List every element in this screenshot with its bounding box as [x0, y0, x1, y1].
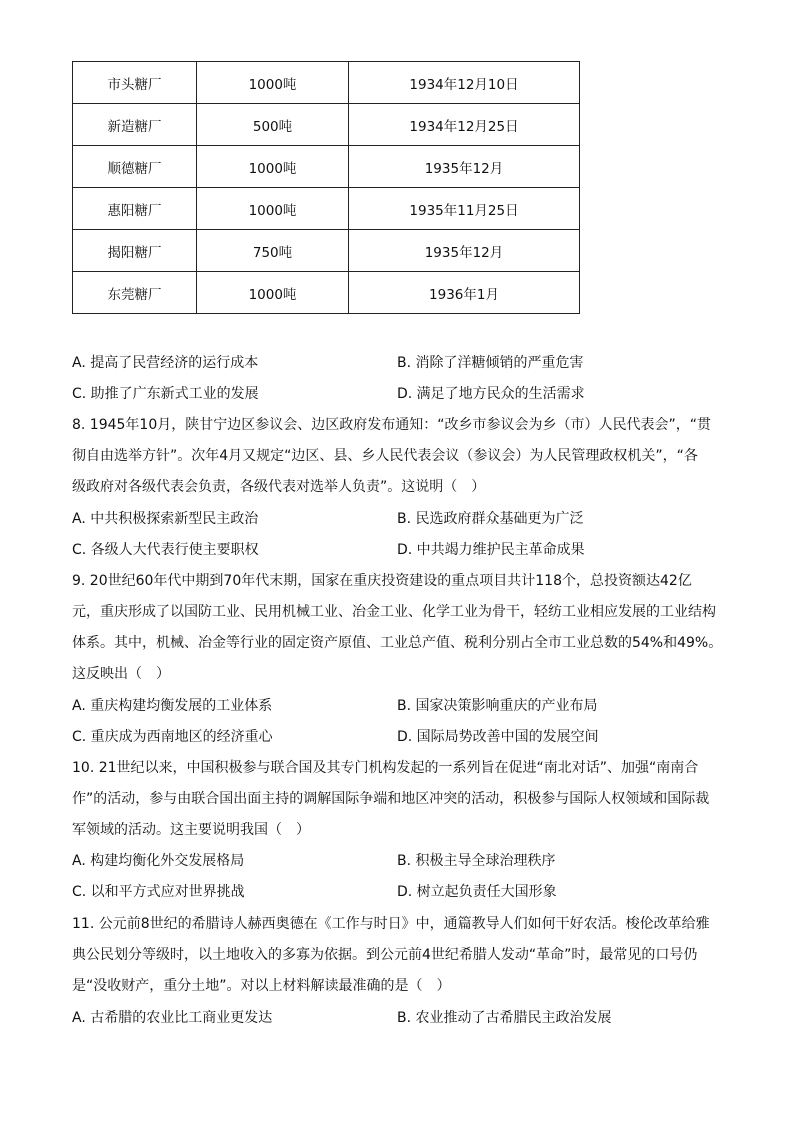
date-cell: 1935年11月25日 [349, 188, 580, 230]
table-row [73, 230, 580, 272]
date-cell: 1935年12月 [349, 230, 580, 272]
q8-option-a[interactable]: A. 中共积极探索新型民主政治 [72, 511, 259, 527]
table-row [73, 104, 580, 146]
q10-stem-line-3: 军领域的活动。这主要说明我国（ ） [72, 822, 310, 838]
capacity-cell: 1000吨 [197, 188, 349, 230]
q10-stem-line-1: 10. 21世纪以来，中国积极参与联合国及其专门机构发起的一系列旨在促进“南北对话”、加强“南南合 [72, 760, 699, 776]
q8-stem-line-1: 8. 1945年10月，陕甘宁边区参议会、边区政府发布通知：“改乡市参议会为乡（市）人民代表会”，“贯 [72, 417, 712, 433]
date-cell: 1934年12月10日 [349, 62, 580, 104]
q8-option-d[interactable]: D. 中共竭力维护民主革命成果 [397, 542, 585, 558]
capacity-cell: 1000吨 [197, 272, 349, 314]
q9-option-d[interactable]: D. 国际局势改善中国的发展空间 [397, 729, 599, 745]
q11-stem-line-3: 是“没收财产，重分土地”。对以上材料解读最准确的是（ ） [72, 978, 451, 994]
sugar-factory-table [72, 61, 580, 314]
q8-option-b[interactable]: B. 民选政府群众基础更为广泛 [397, 511, 584, 527]
factory-name-cell: 揭阳糖厂 [73, 230, 197, 272]
q11-option-b[interactable]: B. 农业推动了古希腊民主政治发展 [397, 1010, 612, 1026]
q8-stem-line-2: 彻自由选举方针”。次年4月又规定“边区、县、乡人民代表会议（参议会）为人民管理政权机关”，“各 [72, 448, 698, 464]
q9-option-c[interactable]: C. 重庆成为西南地区的经济重心 [72, 729, 273, 745]
q9-stem-line-1: 9. 20世纪60年代中期到70年代末期，国家在重庆投资建设的重点项目共计118个，总投资额达42亿 [72, 573, 692, 589]
q9-option-a[interactable]: A. 重庆构建均衡发展的工业体系 [72, 698, 273, 714]
capacity-cell: 500吨 [197, 104, 349, 146]
table-row [73, 272, 580, 314]
table-row [73, 146, 580, 188]
q10-option-c[interactable]: C. 以和平方式应对世界挑战 [72, 884, 245, 900]
q10-stem-line-2: 作”的活动，参与由联合国出面主持的调解国际争端和地区冲突的活动，积极参与国际人权领域和国际裁 [72, 791, 710, 807]
q8-option-c[interactable]: C. 各级人大代表行使主要职权 [72, 542, 259, 558]
q11-stem-line-1: 11. 公元前8世纪的希腊诗人赫西奥德在《工作与时日》中，通篇教导人们如何干好农活。梭伦改革给雅 [72, 916, 710, 932]
q10-option-a[interactable]: A. 构建均衡化外交发展格局 [72, 853, 245, 869]
q7-option-d[interactable]: D. 满足了地方民众的生活需求 [397, 386, 585, 402]
q7-option-c[interactable]: C. 助推了广东新式工业的发展 [72, 386, 259, 402]
date-cell: 1934年12月25日 [349, 104, 580, 146]
q9-stem-line-2: 元，重庆形成了以国防工业、民用机械工业、冶金工业、化学工业为骨干，轻纺工业相应发展的工业结构 [72, 604, 716, 620]
q9-stem-line-4: 这反映出（ ） [72, 666, 170, 682]
factory-name-cell: 市头糖厂 [73, 62, 197, 104]
table-row [73, 188, 580, 230]
capacity-cell: 750吨 [197, 230, 349, 272]
factory-name-cell: 东莞糖厂 [73, 272, 197, 314]
factory-name-cell: 顺德糖厂 [73, 146, 197, 188]
factory-name-cell: 惠阳糖厂 [73, 188, 197, 230]
q9-stem-line-3: 体系。其中，机械、冶金等行业的固定资产原值、工业总产值、税利分别占全市工业总数的54%和49%。 [72, 635, 723, 651]
q7-option-b[interactable]: B. 消除了洋糖倾销的严重危害 [397, 355, 584, 371]
q8-stem-line-3: 级政府对各级代表会负责，各级代表对选举人负责”。这说明（ ） [72, 479, 486, 495]
capacity-cell: 1000吨 [197, 62, 349, 104]
date-cell: 1935年12月 [349, 146, 580, 188]
q11-stem-line-2: 典公民划分等级时，以土地收入的多寡为依据。到公元前4世纪希腊人发动“革命”时，最常见的口号仍 [72, 947, 698, 963]
factory-name-cell: 新造糖厂 [73, 104, 197, 146]
date-cell: 1936年1月 [349, 272, 580, 314]
q10-option-d[interactable]: D. 树立起负责任大国形象 [397, 884, 557, 900]
table-row [73, 62, 580, 104]
q7-option-a[interactable]: A. 提高了民营经济的运行成本 [72, 355, 259, 371]
q9-option-b[interactable]: B. 国家决策影响重庆的产业布局 [397, 698, 598, 714]
q11-option-a[interactable]: A. 古希腊的农业比工商业更发达 [72, 1010, 273, 1026]
q10-option-b[interactable]: B. 积极主导全球治理秩序 [397, 853, 556, 869]
capacity-cell: 1000吨 [197, 146, 349, 188]
